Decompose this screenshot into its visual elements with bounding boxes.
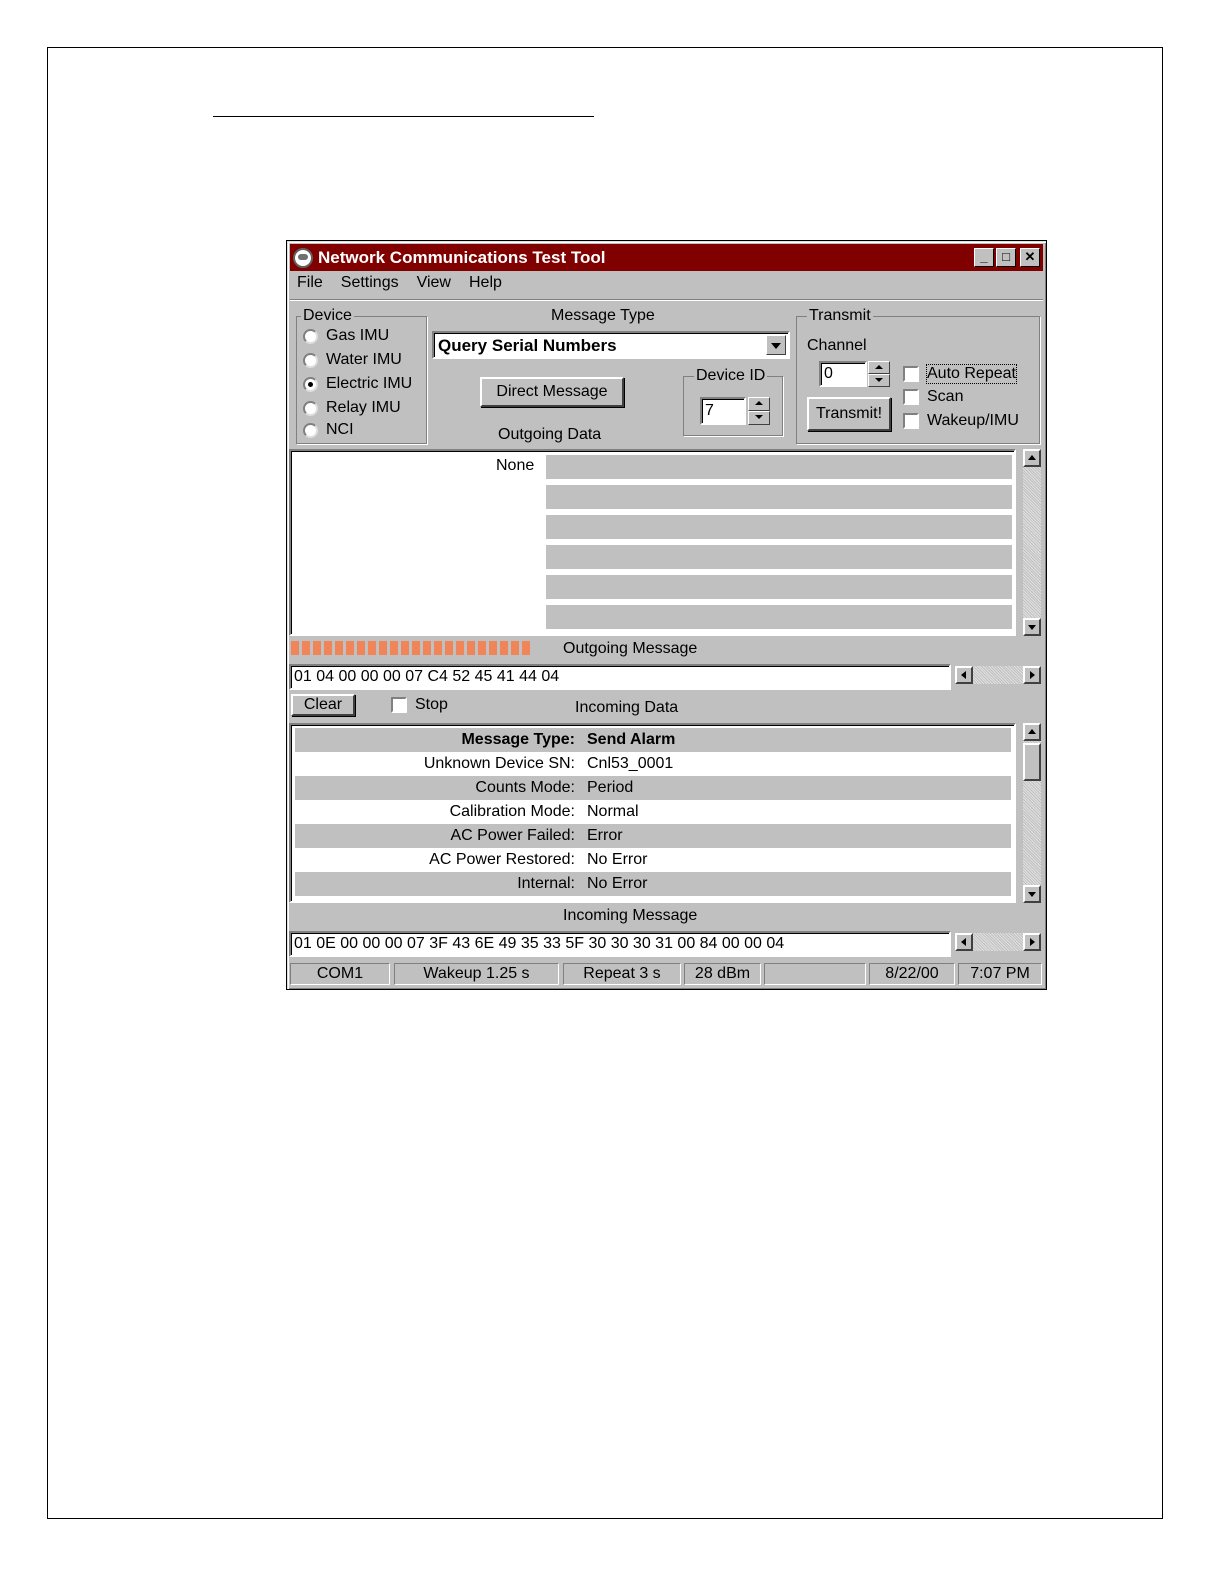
radio-relay-imu[interactable] (303, 399, 401, 417)
incoming-row-value: Error (587, 827, 623, 844)
device-id-value: 7 (705, 402, 714, 419)
menu-help[interactable]: Help (468, 274, 502, 291)
radio-label: Water IMU (326, 351, 402, 368)
scroll-left-icon[interactable] (955, 666, 973, 684)
scroll-up-icon[interactable] (1023, 449, 1041, 467)
wakeup-imu-label: Wakeup/IMU (927, 412, 1019, 429)
outgoing-data-row (546, 515, 1012, 539)
incoming-row (295, 776, 1011, 800)
message-type-value: Query Serial Numbers (438, 336, 617, 355)
scroll-down-icon[interactable] (1023, 618, 1041, 636)
menu-view[interactable]: View (416, 274, 451, 291)
channel-label: Channel (807, 337, 867, 354)
close-button[interactable]: ✕ (1020, 248, 1040, 267)
outgoing-none-label: None (496, 457, 535, 474)
incoming-message-field[interactable] (289, 931, 951, 957)
heading-underline (213, 116, 594, 117)
scroll-right-icon[interactable] (1023, 933, 1041, 951)
incoming-row-value: No Error (587, 851, 648, 868)
spin-up-icon[interactable] (868, 361, 890, 374)
scroll-down-icon[interactable] (1023, 885, 1041, 903)
auto-repeat-label: Auto Repeat (927, 365, 1016, 382)
device-group (296, 307, 427, 444)
spin-down-icon[interactable] (748, 411, 770, 425)
incoming-row (295, 728, 1011, 752)
outgoing-data-row (546, 575, 1012, 599)
scroll-up-icon[interactable] (1023, 723, 1041, 741)
outgoing-vertical-scrollbar[interactable] (1023, 449, 1041, 636)
radio-water-imu[interactable] (303, 351, 402, 369)
incoming-row-value: Cnl53_0001 (587, 755, 674, 772)
checkbox-icon[interactable] (391, 697, 407, 713)
device-id-input[interactable] (700, 397, 746, 425)
menu-settings[interactable]: Settings (340, 274, 399, 291)
transmit-title: Transmit (809, 307, 871, 324)
radio-button-icon[interactable] (303, 329, 318, 344)
incoming-message-label: Incoming Message (563, 907, 698, 924)
scroll-thumb[interactable] (1023, 743, 1041, 781)
device-id-group (683, 367, 783, 436)
radio-button-icon[interactable] (303, 401, 318, 416)
status-date: 8/22/00 (869, 963, 955, 985)
incoming-row-key: AC Power Restored: (429, 851, 575, 868)
menu-file[interactable]: File (297, 274, 323, 291)
status-port: COM1 (290, 963, 390, 985)
transmit-group (796, 307, 1040, 444)
stop-checkbox[interactable] (391, 696, 448, 714)
radio-label: Gas IMU (326, 327, 390, 344)
channel-value: 0 (824, 365, 833, 382)
incoming-row-key: Counts Mode: (475, 779, 575, 796)
radio-label: Electric IMU (326, 375, 413, 392)
outgoing-data-list[interactable] (289, 449, 1016, 636)
incoming-data-list[interactable] (289, 723, 1016, 903)
radio-button-icon[interactable] (303, 353, 318, 368)
checkbox-icon[interactable] (903, 366, 919, 382)
auto-repeat-checkbox[interactable] (903, 365, 1016, 383)
spin-up-icon[interactable] (748, 397, 770, 411)
radio-nci[interactable] (303, 421, 354, 439)
status-empty (764, 963, 866, 985)
maximize-button[interactable]: □ (996, 248, 1016, 267)
radio-button-selected-icon[interactable] (303, 377, 318, 392)
status-power: 28 dBm (684, 963, 761, 985)
outgoing-horizontal-scrollbar[interactable] (955, 666, 1041, 684)
menu-bar (297, 274, 520, 298)
message-type-label: Message Type (551, 307, 655, 324)
message-type-dropdown[interactable] (432, 331, 790, 359)
incoming-row-value: No Error (587, 875, 648, 892)
incoming-row-key: AC Power Failed: (450, 827, 575, 844)
outgoing-message-field[interactable] (289, 664, 951, 690)
clear-button[interactable]: Clear (291, 694, 355, 716)
title-bar[interactable] (290, 244, 1043, 271)
incoming-row-value: Period (587, 779, 634, 796)
wakeup-imu-checkbox[interactable] (903, 412, 1019, 430)
incoming-row (295, 752, 1011, 776)
incoming-message-text: 01 0E 00 00 00 07 3F 43 6E 49 35 33 5F 30 30 30 31 00 84 00 00 04 (294, 935, 785, 952)
app-window (286, 240, 1047, 990)
status-time: 7:07 PM (958, 963, 1042, 985)
incoming-row (295, 848, 1011, 872)
incoming-row-value: Normal (587, 803, 639, 820)
outgoing-data-row (546, 485, 1012, 509)
app-globe-icon[interactable] (293, 248, 313, 268)
device-id-title: Device ID (696, 367, 766, 384)
radio-gas-imu[interactable] (303, 327, 389, 345)
incoming-row-key: Calibration Mode: (449, 803, 575, 820)
outgoing-data-label: Outgoing Data (498, 426, 602, 443)
channel-spinner[interactable] (868, 361, 890, 387)
incoming-horizontal-scrollbar[interactable] (955, 933, 1041, 951)
channel-input[interactable] (819, 361, 867, 387)
outgoing-data-row (546, 545, 1012, 569)
incoming-row-value: Send Alarm (587, 731, 676, 748)
status-wakeup: Wakeup 1.25 s (394, 963, 559, 985)
chevron-down-icon[interactable] (766, 335, 786, 355)
device-id-spinner[interactable] (748, 397, 770, 425)
checkbox-icon[interactable] (903, 389, 919, 405)
incoming-row (295, 872, 1011, 896)
radio-button-icon[interactable] (303, 423, 318, 438)
transmit-button[interactable]: Transmit! (807, 397, 891, 431)
incoming-row-key: Unknown Device SN: (423, 755, 575, 772)
outgoing-data-row (546, 455, 1012, 479)
incoming-row-key: Internal: (517, 875, 575, 892)
incoming-vertical-scrollbar[interactable] (1023, 723, 1041, 903)
scan-checkbox[interactable] (903, 388, 963, 406)
menu-separator (290, 299, 1043, 301)
incoming-row (295, 800, 1011, 824)
outgoing-message-text: 01 04 00 00 00 07 C4 52 45 41 44 04 (294, 668, 560, 685)
spin-down-icon[interactable] (868, 374, 890, 387)
scroll-left-icon[interactable] (955, 933, 973, 951)
incoming-data-label: Incoming Data (575, 699, 679, 716)
outgoing-message-label: Outgoing Message (563, 640, 698, 657)
window-title: Network Communications Test Tool (318, 247, 606, 267)
device-group-title: Device (303, 307, 352, 324)
stop-label: Stop (415, 696, 448, 713)
minimize-button[interactable]: _ (974, 248, 994, 267)
checkbox-icon[interactable] (903, 413, 919, 429)
radio-label: Relay IMU (326, 399, 401, 416)
status-repeat: Repeat 3 s (563, 963, 681, 985)
radio-electric-imu[interactable] (303, 375, 412, 393)
outgoing-data-row (546, 605, 1012, 629)
incoming-row-key: Message Type: (461, 731, 575, 748)
transmit-progress-bar (291, 641, 543, 657)
direct-message-button[interactable]: Direct Message (480, 377, 624, 407)
scan-label: Scan (927, 388, 964, 405)
incoming-row (295, 824, 1011, 848)
radio-label: NCI (326, 421, 354, 438)
scroll-right-icon[interactable] (1023, 666, 1041, 684)
